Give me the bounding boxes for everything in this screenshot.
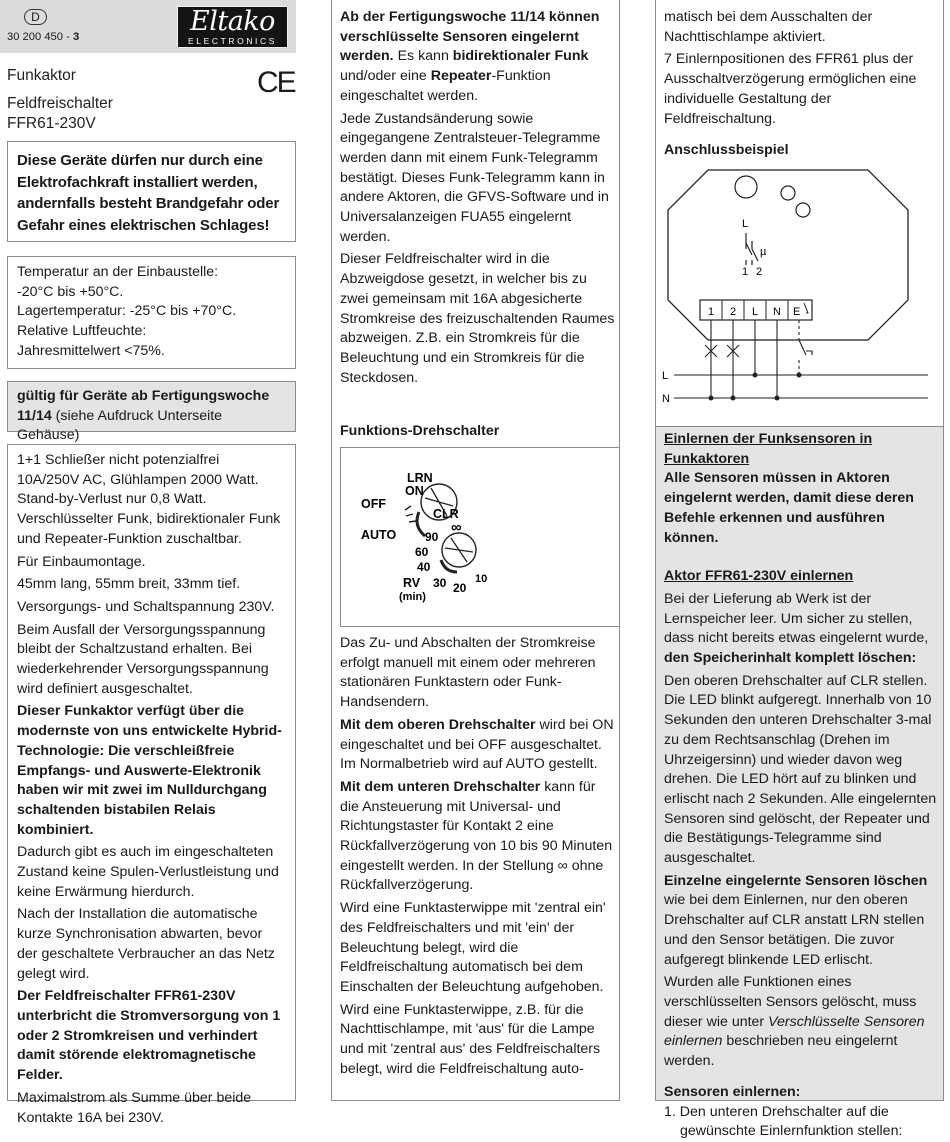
wiring-label-mu: µ <box>760 246 767 258</box>
temp-line: Jahresmittelwert <75%. <box>17 342 165 359</box>
dial-label-auto: AUTO <box>361 528 397 542</box>
country-badge: D <box>24 9 47 25</box>
teach-heading: Sensoren einlernen: <box>664 1083 801 1100</box>
column-2-text-lower <box>340 634 615 1079</box>
clear-text: Den oberen Drehschalter auf CLR stellen. Die LED blinkt aufgeregt. Innerhalb von 10 Sekunden den unteren Drehschalter 3-mal zu dem Rechtsanschlag (Drehen im Uhrzeigersinn) und wieder davon weg drehen. Die LED hört auf zu blinken und erlischt nach 2 Sekunden. Alle eingelernten Sensoren sind gelöscht, der Repeater und die Bestätigungs-Telegramme sind ausgeschaltet. <box>664 672 937 867</box>
spec-line: Verschlüsselter Funk, bidirektionaler Funk <box>17 511 281 528</box>
teach-step-1: 1. Den unteren Drehschalter auf die gewünschte Einlernfunktion stellen: <box>664 1103 903 1140</box>
specs-box <box>7 444 296 1126</box>
terminal-e: E <box>793 306 801 318</box>
aktor-heading: Aktor FFR61-230V einlernen <box>664 568 854 585</box>
outage-text: Beim Ausfall der Versorgungsspannung bleibt der Schaltzustand erhalten. Bei wiederkehrender Versorgungsspannung wird definiert ausgeschaltet. <box>17 621 269 697</box>
sync-text: Nach der Installation die automatische kurze Synchronisation abwarten, bevor der geschaltete Verbraucher an das Netz gelegt wird. <box>17 906 275 982</box>
upper-switch-text: Mit dem oberen Drehschalter wird bei ON eingeschaltet und bei OFF ausgeschaltet. Im Normalbetrieb wird auf AUTO gestellt. <box>340 716 614 773</box>
week-text: Ab der Fertigungswoche 11/14 können verschlüsselte Sensoren eingelernt werden. Es kann bidirektionaler Funk und/oder eine Repeater-Funktion eingeschaltet werden. <box>340 9 600 104</box>
ffr-text: Der Feldfreischalter FFR61-230V unterbricht die Stromversorgung von 1 oder 2 Stromkreisen und verhindert damit störende elektromagnetische Felder. <box>17 988 281 1084</box>
single-text: wie bei dem Einlernen, nur den oberen Drehschalter auf CLR anstatt LRN stellen und den Sensor betätigen. Die zuvor aufgeregt blinkende LED erlischt. <box>664 892 925 968</box>
dial-label-clr: CLR <box>433 507 459 521</box>
product-model: FFR61-230V <box>7 115 96 132</box>
wiring-figure <box>658 165 938 425</box>
learn-intro: Alle Sensoren müssen in Aktoren eingelernt werden, damit diese deren Befehle erkennen und ausführen können. <box>664 470 914 546</box>
relay-contacts <box>746 233 758 265</box>
telegram-text: Jede Zustandsänderung sowie eingegangene Zentralsteuer-Telegramme werden dann mit einem Funk-Telegramm bestätigt. Dieses Funk-Telegramm kann in andere Aktoren, die GFVS-Software und in Universalanzeigen FUA55 eingelernt werden. <box>340 110 609 245</box>
dial-label-on: ON <box>405 484 424 498</box>
switch-circle <box>796 203 810 217</box>
junction-box-text: Dieser Feldfreischalter wird in die Abzweigdose gesetzt, in welcher bis zu zwei gemeinsam mit 16A abgesicherte Stromkreise des freizuschaltenden Raumes abzweigen. Z.B. ein Stromkreis für die Beleuchtung und ein Stromkreis für die Steckdosen. <box>340 251 615 386</box>
rotary-switch-figure <box>340 447 620 627</box>
warning-text: Diese Geräte dürfen nur durch eine Elektrofachkraft installiert werden, andernfalls besteht Brandgefahr oder Gefahr eines elektrischen Schlages! <box>17 152 280 234</box>
positions-text: 7 Einlernpositionen des FFR61 plus der Ausschaltverzögerung ermöglichen eine individuelle Gestaltung der Feldfreischaltung. <box>664 51 917 127</box>
terminal-n: N <box>773 306 781 318</box>
dial-heading: Funktions-Drehschalter <box>340 423 500 439</box>
wiring-heading: Anschlussbeispiel <box>664 142 789 159</box>
wiring-label-l-top: L <box>742 218 749 230</box>
temp-line: Relative Luftfeuchte: <box>17 323 147 340</box>
learn-heading: Einlernen der Funksensoren in Funkaktoren <box>664 431 873 467</box>
night-lamp-text: Wird eine Funktasterwippe, z.B. für die Nachttischlampe, mit 'aus' für die Lampe und mit 'zentral aus' des Feldfreischalters belegt, wird die Feldfreischaltung auto- <box>340 1001 601 1077</box>
spec-line: und Repeater-Funktion zuschaltbar. <box>17 530 242 547</box>
validity-text: gültig für Geräte ab Fertigungswoche 11/14 (siehe Aufdruck Unterseite Gehäuse) <box>17 388 270 444</box>
dial-label-30: 30 <box>433 576 447 590</box>
product-type: Funkaktor <box>7 67 76 84</box>
dial-label-infinity: ∞ <box>451 519 462 536</box>
temp-line: Lagertemperatur: -25°C bis +70°C. <box>17 303 237 320</box>
lower-switch-text: Mit dem unteren Drehschalter kann für die Ansteuerung mit Universal- und Richtungstaster für Kontakt 2 eine Rückfallverzögerung von 10 bis 90 Minuten eingestellt werden. In der Stellung ∞ ohne Rückfallverzögerung. <box>340 778 613 894</box>
terminal-2: 2 <box>730 306 737 318</box>
dial-label-20: 20 <box>453 581 467 595</box>
switching-text: Das Zu- und Abschalten der Stromkreise erfolgt manuell mit einem oder mehreren stationären Funktastern oder Funk-Handsendern. <box>340 635 596 711</box>
column-2-text <box>340 8 615 388</box>
spec-line: 1+1 Schließer nicht potenzialfrei <box>17 452 220 468</box>
dial-label-min: (min) <box>399 591 426 603</box>
lower-rotary-switch <box>441 533 476 572</box>
coil-text: Dadurch gibt es auch im eingeschalteten Zustand keine Spulen-Verlustleistung und keine Erwärmung hierdurch. <box>17 844 279 900</box>
hybrid-text: Dieser Funkaktor verfügt über die modernste von uns entwickelte Hybrid-Technologie: Die verschleißfreie Empfangs- und Auswerte-Elektronik haben wir mit zwei im Nulldurchgang schaltenden bistabilen Relais kombiniert. <box>17 703 282 838</box>
dial-label-off: OFF <box>361 497 386 511</box>
dial-label-60: 60 <box>415 545 429 559</box>
single-heading: Einzelne eingelernte Sensoren löschen <box>664 872 928 889</box>
eltako-logo: Eltako ELECTRONICS <box>177 6 288 48</box>
size-text: 45mm lang, 55mm breit, 33mm tief. <box>17 576 241 593</box>
delivery-text: Bei der Lieferung ab Werk ist der Lernspeicher leer. Um sicher zu stellen, dass nicht bereits etwas eingelernt wurde, den Speicherinhalt komplett löschen: <box>664 590 929 667</box>
terminal-l: L <box>752 306 759 318</box>
spec-line: Stand-by-Verlust nur 0,8 Watt. <box>17 491 207 508</box>
dial-label-rv: RV <box>403 576 421 590</box>
validity-box <box>7 381 296 444</box>
wiring-diagram <box>658 165 938 425</box>
warning-box <box>7 141 296 242</box>
dial-label-40: 40 <box>417 560 431 574</box>
continuation-text: matisch bei dem Ausschalten der Nachttischlampe aktiviert. <box>664 9 873 45</box>
central-on-text: Wird eine Funktasterwippe mit 'zentral ein' des Feldfreischalters und mit 'ein' der Beleuchtung belegt, wird die Feldfreischaltung automatisch bei dem Einschalten der Beleuchtung aufgehoben. <box>340 900 606 995</box>
dial-label-lrn: LRN <box>407 471 433 485</box>
mount-text: Für Einbaumontage. <box>17 553 146 570</box>
product-name: Feldfreischalter <box>7 95 113 112</box>
temp-line: -20°C bis +50°C. <box>17 283 124 300</box>
temp-line: Temperatur an der Einbaustelle: <box>17 264 219 280</box>
rotary-switch-diagram <box>341 448 621 628</box>
max-current-text: Maximalstrom als Summe über beide Kontakte 16A bei 230V. <box>17 1089 252 1126</box>
dial-label-10: 10 <box>475 573 488 585</box>
led-circle <box>735 176 757 198</box>
load-wires <box>705 320 812 398</box>
line-label-n: N <box>662 393 670 405</box>
column-3-text-top <box>664 8 938 161</box>
spec-line: 10A/250V AC, Glühlampen 2000 Watt. <box>17 471 259 488</box>
column-3-text-bottom <box>664 430 940 1142</box>
wiring-label-2: 2 <box>756 266 763 278</box>
line-label-l: L <box>662 370 669 382</box>
ce-mark: CE <box>257 66 295 99</box>
supply-text: Versorgungs- und Schaltspannung 230V. <box>17 598 275 615</box>
temperature-box <box>7 256 296 369</box>
wiring-label-1: 1 <box>742 266 749 278</box>
switch-circle <box>781 186 795 200</box>
doc-code: 30 200 450 - 3 <box>7 31 80 43</box>
dial-label-90: 90 <box>425 530 439 544</box>
terminal-1: 1 <box>708 306 715 318</box>
encrypted-text: Wurden alle Funktionen eines verschlüsselten Sensors gelöscht, muss dieser wie unter Verschlüsselte Sensoren einlernen beschrieben neu eingelernt werden. <box>664 974 925 1070</box>
